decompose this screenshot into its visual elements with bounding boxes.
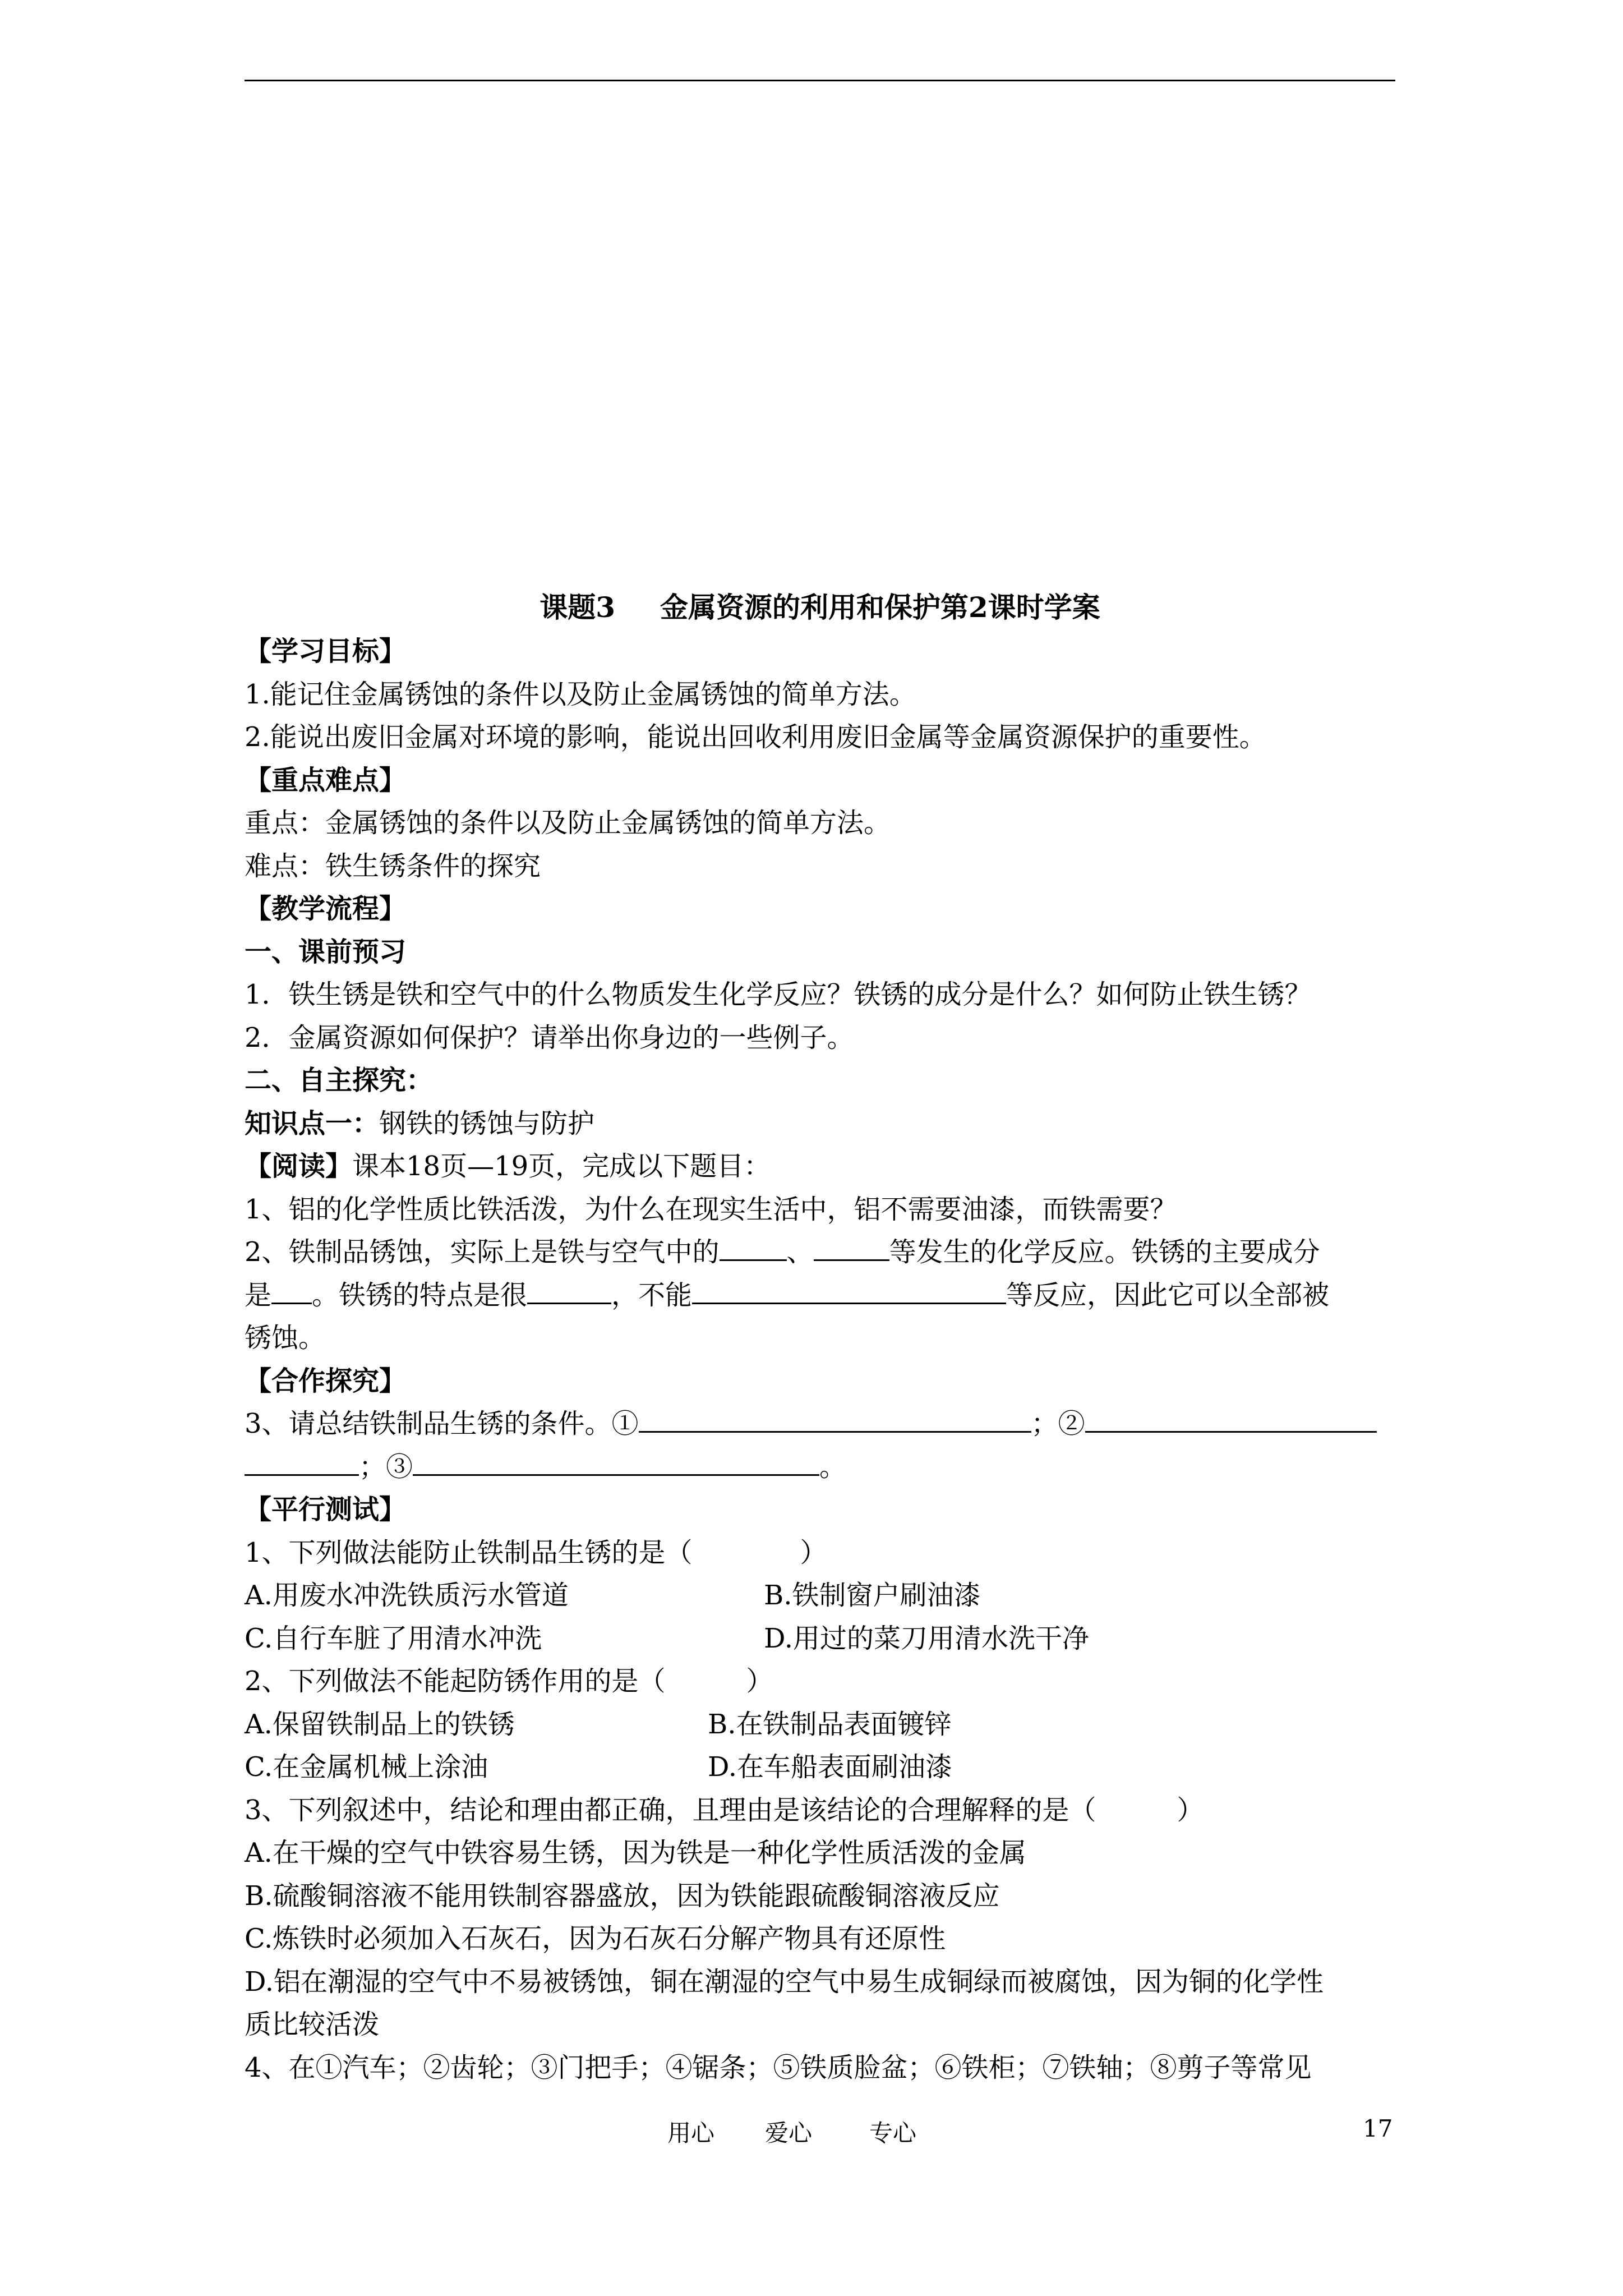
read-text: 课本18页—19页，完成以下题目： bbox=[352, 1151, 771, 1182]
preview-question-1: 1．铁生锈是铁和空气中的什么物质发生化学反应？铁锈的成分是什么？如何防止铁生锈？ bbox=[245, 979, 1312, 1010]
section-heading-test: 【平行测试】 bbox=[245, 1494, 407, 1525]
test-2-options-ab bbox=[245, 1703, 1395, 1746]
page-title bbox=[245, 585, 1395, 630]
test-1-option-b: B.铁制窗户刷油漆 bbox=[764, 1580, 981, 1611]
test-1-options-ab bbox=[245, 1574, 1395, 1617]
answer-blank[interactable] bbox=[245, 1448, 359, 1476]
section-heading-flow: 【教学流程】 bbox=[245, 893, 407, 924]
answer-blank[interactable] bbox=[413, 1448, 819, 1476]
test-1-option-c: C.自行车脏了用清水冲洗 bbox=[245, 1622, 542, 1654]
section-heading-goals: 【学习目标】 bbox=[245, 636, 407, 667]
answer-blank[interactable] bbox=[814, 1234, 889, 1261]
title-name: 金属资源的利用和保护第2课时学案 bbox=[660, 591, 1100, 624]
test-question-2: 2、下列做法不能起防锈作用的是（ ） bbox=[245, 1665, 773, 1697]
question-2-line-1 bbox=[245, 1231, 1395, 1274]
q2-text-g: 等反应，因此它可以全部被 bbox=[1006, 1279, 1330, 1311]
worksheet-body bbox=[245, 585, 1395, 2089]
answer-blank[interactable] bbox=[692, 1277, 1006, 1304]
answer-blank[interactable] bbox=[639, 1405, 1031, 1433]
section-heading-preview: 一、课前预习 bbox=[245, 936, 407, 968]
footer-motto-2: 爱心 bbox=[765, 2119, 813, 2147]
test-question-1: 1、下列做法能防止铁制品生锈的是（ ） bbox=[245, 1536, 827, 1568]
key-point: 重点：金属锈蚀的条件以及防止金属锈蚀的简单方法。 bbox=[245, 807, 891, 839]
test-1-options-cd bbox=[245, 1617, 1395, 1660]
q3-text-b: ；② bbox=[1031, 1408, 1085, 1439]
footer-motto-3: 专心 bbox=[869, 2119, 917, 2147]
test-1-option-d: D.用过的菜刀用清水洗干净 bbox=[764, 1622, 1090, 1654]
q3-text-d: 。 bbox=[819, 1451, 847, 1483]
page-number: 17 bbox=[1363, 2115, 1393, 2142]
difficult-point: 难点：铁生锈条件的探究 bbox=[245, 850, 541, 882]
question-1: 1、铝的化学性质比铁活泼，为什么在现实生活中，铝不需要油漆，而铁需要？ bbox=[245, 1193, 1177, 1225]
test-question-4: 4、在①汽车；②齿轮；③门把手；④锯条；⑤铁质脸盆；⑥铁柜；⑦铁轴；⑧剪子等常见 bbox=[245, 2051, 1312, 2083]
question-2-line-3: 锈蚀。 bbox=[245, 1322, 326, 1354]
section-heading-key: 【重点难点】 bbox=[245, 764, 407, 796]
header-rule bbox=[245, 80, 1395, 81]
title-topic: 课题3 bbox=[540, 591, 615, 624]
knowledge-text: 钢铁的锈蚀与防护 bbox=[379, 1107, 595, 1139]
question-3-line-2 bbox=[245, 1446, 1395, 1489]
q2-text-d: 是 bbox=[245, 1279, 272, 1311]
test-3-option-a: A.在干燥的空气中铁容易生锈，因为铁是一种化学性质活泼的金属 bbox=[245, 1837, 1026, 1869]
knowledge-label: 知识点一： bbox=[245, 1107, 380, 1139]
reading-line bbox=[245, 1145, 1395, 1188]
test-2-option-d: D.在车船表面刷油漆 bbox=[708, 1751, 953, 1783]
test-1-option-a: A.用废水冲洗铁质污水管道 bbox=[245, 1580, 569, 1611]
q2-text-b: 、 bbox=[786, 1236, 814, 1268]
goal-1: 1.能记住金属锈蚀的条件以及防止金属锈蚀的简单方法。 bbox=[245, 678, 916, 710]
test-3-option-d-line-1: D.铝在潮湿的空气中不易被锈蚀，铜在潮湿的空气中易生成铜绿而被腐蚀，因为铜的化学性 bbox=[245, 1966, 1324, 1998]
knowledge-point-line bbox=[245, 1102, 1395, 1145]
preview-question-2: 2．金属资源如何保护？请举出你身边的一些例子。 bbox=[245, 1022, 854, 1053]
q2-text-e: 。铁锈的特点是很 bbox=[312, 1279, 528, 1311]
section-heading-coop: 【合作探究】 bbox=[245, 1365, 407, 1397]
q3-text-a: 3、请总结铁制品生锈的条件。① bbox=[245, 1408, 639, 1439]
q3-text-c: ；③ bbox=[359, 1451, 413, 1483]
answer-blank[interactable] bbox=[720, 1234, 787, 1261]
test-3-option-c: C.炼铁时必须加入石灰石，因为石灰石分解产物具有还原性 bbox=[245, 1923, 946, 1954]
question-3-line-1 bbox=[245, 1402, 1395, 1446]
footer-motto-1: 用心 bbox=[667, 2119, 715, 2147]
read-label: 【阅读】 bbox=[245, 1151, 353, 1182]
q2-text-a: 2、铁制品锈蚀，实际上是铁与空气中的 bbox=[245, 1236, 720, 1268]
q2-text-c: 等发生的化学反应。铁锈的主要成分 bbox=[889, 1236, 1320, 1268]
test-2-option-b: B.在铁制品表面镀锌 bbox=[708, 1708, 952, 1740]
test-3-option-d-line-2: 质比较活泼 bbox=[245, 2009, 380, 2040]
q2-text-f: ，不能 bbox=[611, 1279, 693, 1311]
test-2-option-a: A.保留铁制品上的铁锈 bbox=[245, 1708, 515, 1740]
page-footer bbox=[0, 2115, 1623, 2148]
test-2-option-c: C.在金属机械上涂油 bbox=[245, 1751, 488, 1783]
test-2-options-cd bbox=[245, 1746, 1395, 1789]
section-heading-explore: 二、自主探究： bbox=[245, 1065, 434, 1096]
test-question-3: 3、下列叙述中，结论和理由都正确，且理由是该结论的合理解释的是（ ） bbox=[245, 1794, 1204, 1826]
test-3-option-b: B.硫酸铜溶液不能用铁制容器盛放，因为铁能跟硫酸铜溶液反应 bbox=[245, 1880, 1000, 1912]
goal-2: 2.能说出废旧金属对环境的影响，能说出回收利用废旧金属等金属资源保护的重要性。 bbox=[245, 721, 1266, 753]
answer-blank[interactable] bbox=[1085, 1405, 1377, 1433]
answer-blank[interactable] bbox=[527, 1277, 611, 1304]
question-2-line-2 bbox=[245, 1274, 1395, 1317]
answer-blank[interactable] bbox=[271, 1277, 312, 1304]
